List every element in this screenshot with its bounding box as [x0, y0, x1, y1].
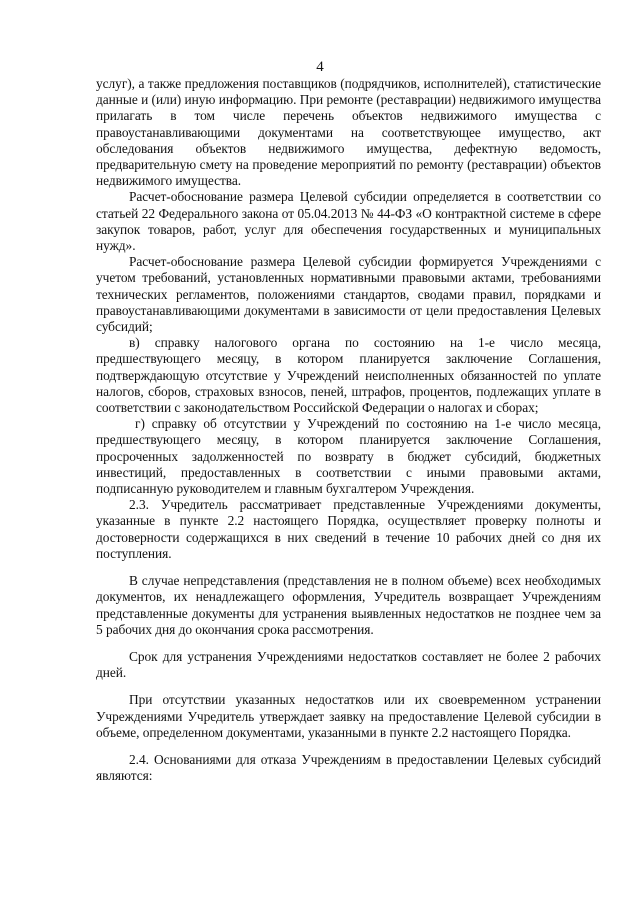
paragraph-item-g: г) справку об отсутствии у Учреждений по состоянию на 1-е число месяца, предшествующего месяцу, в котором планируется заключение Соглашения, просроченных задолженностей по возврату в бюджет субсидий, бюджетных инвестиций, предоставленных в соответствии с иными правовыми актами, подписанную руководителем и главным бухгалтером Учреждения. — [96, 416, 601, 497]
paragraph-correction-period: Срок для устранения Учреждениями недостатков составляет не более 2 рабочих дней. — [96, 648, 601, 681]
paragraph-calculation-formation: Расчет-обоснование размера Целевой субсидии формируется Учреждениями с учетом требований, установленных нормативными правовыми актами, требованиями технических регламентов, положениями стандартов, сводами правил, порядками и правоустанавливающими документами в зависимости от цели предоставления Целевых субсидий; — [96, 254, 601, 335]
paragraph-approval: При отсутствии указанных недостатков или их своевременном устранении Учреждениями Учредитель утверждает заявку на предоставление Целевой субсидии в объеме, определенном документами, указанными в пункте 2.2 настоящего Порядка. — [96, 692, 601, 740]
paragraph-2-3: 2.3. Учредитель рассматривает представленные Учреждениями документы, указанные в пункте 2.2 настоящего Порядка, осуществляет проверку полноты и достоверности содержащихся в них сведений в течение 10 рабочих дней со дня их поступления. — [96, 497, 601, 561]
paragraph-nonsubmission: В случае непредставления (представления не в полном объеме) всех необходимых документов, их ненадлежащего оформления, Учредитель возвращает Учреждениям представленные документы для устранения выявленных недостатков не позднее чем за 5 рабочих дня до окончания срока рассмотрения. — [96, 573, 601, 637]
paragraph-item-v: в) справку налогового органа по состоянию на 1-е число месяца, предшествующего месяцу, в котором планируется заключение Соглашения, подтверждающую отсутствие у Учреждений неисполненных обязанностей по уплате налогов, сборов, страховых взносов, пеней, штрафов, процентов, подлежащих уплате в соответствии с законодательством Российской Федерации о налогах и сборах; — [96, 335, 601, 416]
paragraph-calculation-definition: Расчет-обоснование размера Целевой субсидии определяется в соответствии со статьей 22 Федерального закона от 05.04.2013 № 44-ФЗ «О контрактной системе в сфере закупок товаров, работ, услуг для обеспечения государственных и муниципальных нужд». — [96, 189, 601, 254]
document-body — [96, 76, 601, 784]
paragraph-2-4: 2.4. Основаниями для отказа Учреждениям в предоставлении Целевых субсидий являются: — [96, 751, 601, 784]
page-number: 4 — [316, 59, 324, 75]
paragraph-continuation: услуг), а также предложения поставщиков (подрядчиков, исполнителей), статистические данные и (или) иную информацию. При ремонте (реставрации) недвижимого имущества прилагать в том числе перечень объектов недвижимого имущества с правоустанавливающими документами на соответствующее имущество, акт обследования объектов недвижимого имущества, дефектную ведомость, предварительную смету на проведение мероприятий по ремонту (реставрации) объектов недвижимого имущества. — [96, 76, 601, 189]
